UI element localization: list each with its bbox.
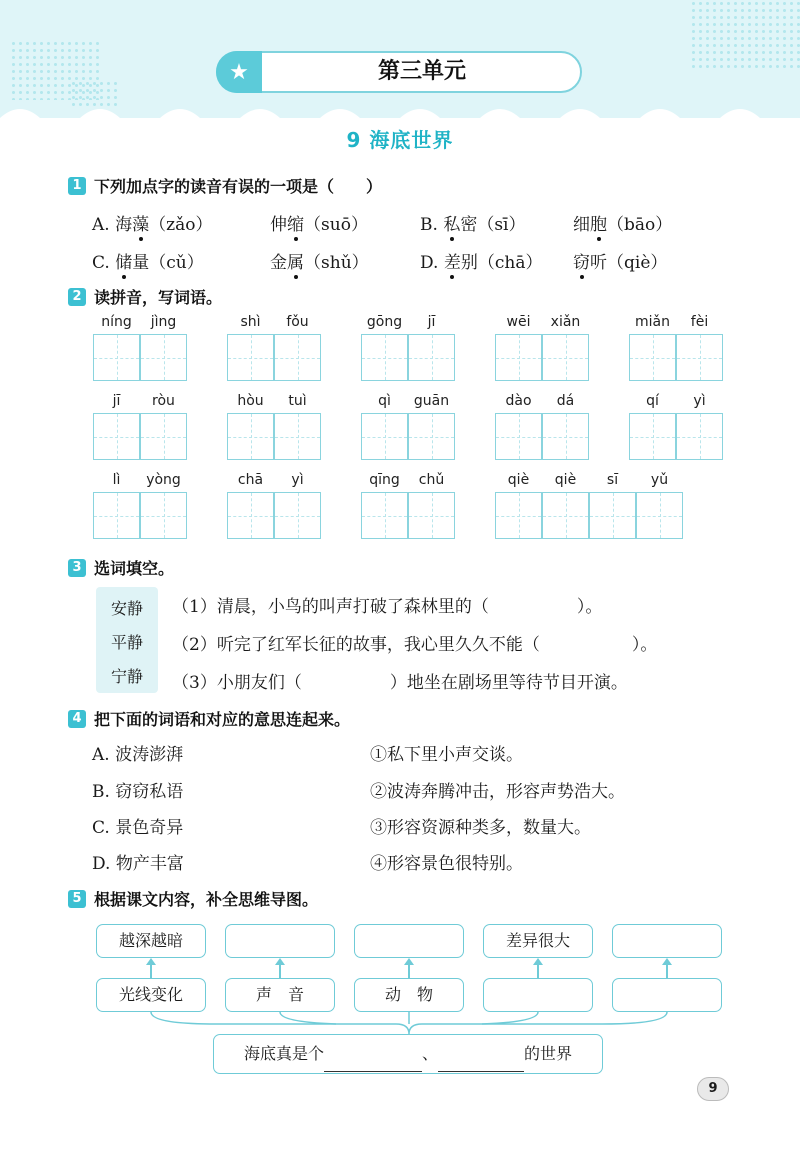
writing-cell[interactable] [227, 334, 274, 381]
writing-cell[interactable] [495, 334, 542, 381]
q4-left-item: C. 景色奇异 [92, 818, 184, 838]
pinyin-label: yì [693, 393, 706, 409]
pinyin-label: qiè [507, 472, 530, 488]
q4-right-item: ①私下里小声交谈。 [370, 745, 523, 765]
decor-dots [70, 80, 120, 110]
pinyin-label: jìng [150, 314, 177, 330]
q4-left-item: B. 窃窃私语 [92, 782, 184, 802]
dotted-char: 胞 [590, 215, 607, 235]
writing-cell[interactable] [542, 492, 589, 539]
writing-cell[interactable] [408, 492, 455, 539]
pinyin-label: guān [413, 393, 450, 409]
mindmap-brace [96, 1010, 722, 1036]
pinyin-label: qì [378, 393, 391, 409]
pinyin-label: níng [101, 314, 132, 330]
unit-title: 第三单元 [377, 59, 466, 84]
q4-right-item: ④形容景色很特别。 [370, 854, 523, 874]
q3-sentence-3 [172, 668, 628, 693]
mindmap-mid-box: 动 物 [354, 978, 464, 1012]
writing-cell[interactable] [140, 492, 187, 539]
dotted-char: 属 [287, 253, 304, 273]
arrow-up-icon [666, 964, 668, 978]
q1-option: 金属（shǔ） [270, 253, 369, 273]
dotted-char: 藻 [132, 215, 150, 235]
writing-cell[interactable] [93, 492, 140, 539]
q1-option: 伸缩（suō） [270, 215, 368, 235]
pinyin-label: hòu [237, 393, 264, 409]
word-bank-item: 宁静 [110, 667, 143, 686]
sentence-text: （1）清晨，小鸟的叫声打破了森林里的（ [172, 597, 489, 617]
summary-text: 的世界 [524, 1044, 573, 1063]
writing-cell[interactable] [361, 413, 408, 460]
lesson-title: 9 海底世界 [346, 128, 454, 152]
pinyin-label: dá [556, 393, 575, 409]
q3-sentence-1 [172, 592, 602, 617]
q5-title: 根据课文内容，补全思维导图。 [94, 890, 319, 909]
q1-number: 1 [68, 177, 86, 195]
pinyin-label: yǔ [650, 472, 669, 488]
writing-cell[interactable] [361, 334, 408, 381]
mindmap-mid-box: 光线变化 [96, 978, 206, 1012]
q4-title: 把下面的词语和对应的意思连起来。 [94, 710, 351, 729]
q5-number: 5 [68, 890, 86, 908]
q4-right-item: ②波涛奔腾冲击，形容声势浩大。 [370, 782, 625, 802]
mindmap-mid-box-blank[interactable] [612, 978, 722, 1012]
writing-cell[interactable] [408, 334, 455, 381]
pinyin-label: qīng [369, 472, 400, 488]
summary-text: 海底真是个 [243, 1044, 324, 1063]
arrow-up-icon [408, 964, 410, 978]
q1-option: C. 储量（cǔ） [92, 253, 204, 273]
q4-left-item: D. 物产丰富 [92, 854, 184, 874]
writing-cell[interactable] [227, 492, 274, 539]
dotted-char: 差 [443, 253, 461, 273]
q2-title: 读拼音，写词语。 [94, 288, 223, 307]
pinyin-label: sī [606, 472, 619, 488]
decor-dots [690, 0, 800, 70]
pinyin-label: gōng [366, 314, 403, 330]
q4-left-item: A. 波涛澎湃 [92, 745, 184, 765]
writing-cell[interactable] [542, 334, 589, 381]
q1-option: 细胞（bāo） [573, 215, 673, 235]
pinyin-label: qiè [554, 472, 577, 488]
writing-cell[interactable] [495, 492, 542, 539]
pinyin-label: dào [505, 393, 532, 409]
pinyin-label: yòng [146, 472, 181, 488]
pinyin-label: shì [240, 314, 261, 330]
q2-number: 2 [68, 288, 86, 306]
sentence-text: ）地坐在剧场里等待节目开演。 [389, 673, 628, 693]
writing-cell[interactable] [629, 334, 676, 381]
q5-header [68, 887, 318, 910]
pinyin-label: qí [646, 393, 659, 409]
pinyin-label: lì [112, 472, 121, 488]
star-icon: ★ [216, 51, 262, 93]
arrow-up-icon [150, 964, 152, 978]
q4-number: 4 [68, 710, 86, 728]
sentence-text: ）。 [576, 597, 603, 617]
pinyin-label: fèi [690, 314, 709, 330]
q1-option: 窃听（qiè） [573, 253, 668, 273]
writing-cell[interactable] [274, 413, 321, 460]
pinyin-label: chǔ [418, 472, 445, 488]
writing-cell[interactable] [676, 413, 723, 460]
pinyin-label: jī [112, 393, 121, 409]
pinyin-label: ròu [152, 393, 175, 409]
pinyin-label: wēi [506, 314, 531, 330]
word-bank-item: 安静 [110, 599, 143, 618]
writing-cell[interactable] [408, 413, 455, 460]
writing-cell[interactable] [140, 413, 187, 460]
arrow-up-icon [279, 964, 281, 978]
writing-cell[interactable] [495, 413, 542, 460]
dotted-char: 缩 [287, 215, 304, 235]
writing-cell[interactable] [93, 334, 140, 381]
mindmap-mid-box: 声 音 [225, 978, 335, 1012]
q1-option: B. 私密（sī） [420, 215, 526, 235]
writing-cell[interactable] [361, 492, 408, 539]
q3-number: 3 [68, 559, 86, 577]
mindmap-top-box: 差异很大 [483, 924, 593, 958]
page-number: 9 [697, 1077, 729, 1101]
writing-cell[interactable] [636, 492, 683, 539]
mindmap-mid-box-blank[interactable] [483, 978, 593, 1012]
q4-right-item: ③形容资源种类多，数量大。 [370, 818, 591, 838]
answer-blank[interactable] [324, 1053, 422, 1072]
word-bank-item: 平静 [110, 633, 143, 652]
writing-cell[interactable] [676, 334, 723, 381]
q1-title: 下列加点字的读音有误的一项是（ ） [94, 177, 383, 196]
mindmap-top-box: 越深越暗 [96, 924, 206, 958]
pinyin-label: fǒu [286, 314, 309, 330]
q3-sentence-2 [172, 630, 657, 655]
dotted-char: 私 [443, 215, 461, 235]
answer-blank[interactable] [438, 1053, 524, 1072]
dotted-char: 窃 [573, 253, 590, 273]
q1-option: D. 差别（chā） [420, 253, 543, 273]
pinyin-label: tuì [288, 393, 307, 409]
q3-header [68, 556, 174, 579]
dotted-char: 储 [115, 253, 133, 273]
pinyin-label: yì [291, 472, 304, 488]
q2-header [68, 285, 222, 308]
summary-text: 、 [421, 1044, 438, 1063]
sentence-text: （3）小朋友们（ [172, 673, 302, 693]
mindmap-summary-box [213, 1034, 603, 1074]
writing-cell[interactable] [274, 492, 321, 539]
writing-cell[interactable] [274, 334, 321, 381]
pinyin-label: miǎn [635, 314, 670, 330]
pinyin-label: chā [237, 472, 264, 488]
mindmap-top-box-blank[interactable] [612, 924, 722, 958]
mindmap-top-box-blank[interactable] [225, 924, 335, 958]
q1-header [68, 174, 382, 197]
q3-title: 选词填空。 [94, 559, 175, 578]
pinyin-label: xiǎn [550, 314, 581, 330]
pinyin-label: jī [427, 314, 436, 330]
writing-cell[interactable] [140, 334, 187, 381]
mindmap-top-box-blank[interactable] [354, 924, 464, 958]
sentence-text: ）。 [631, 635, 658, 655]
writing-cell[interactable] [629, 413, 676, 460]
writing-cell[interactable] [589, 492, 636, 539]
q4-header [68, 707, 350, 730]
writing-cell[interactable] [93, 413, 140, 460]
arrow-up-icon [537, 964, 539, 978]
writing-cell[interactable] [227, 413, 274, 460]
q1-option: A. 海藻（zǎo） [92, 215, 213, 235]
sentence-text: （2）听完了红军长征的故事，我心里久久不能（ [172, 635, 540, 655]
writing-cell[interactable] [542, 413, 589, 460]
